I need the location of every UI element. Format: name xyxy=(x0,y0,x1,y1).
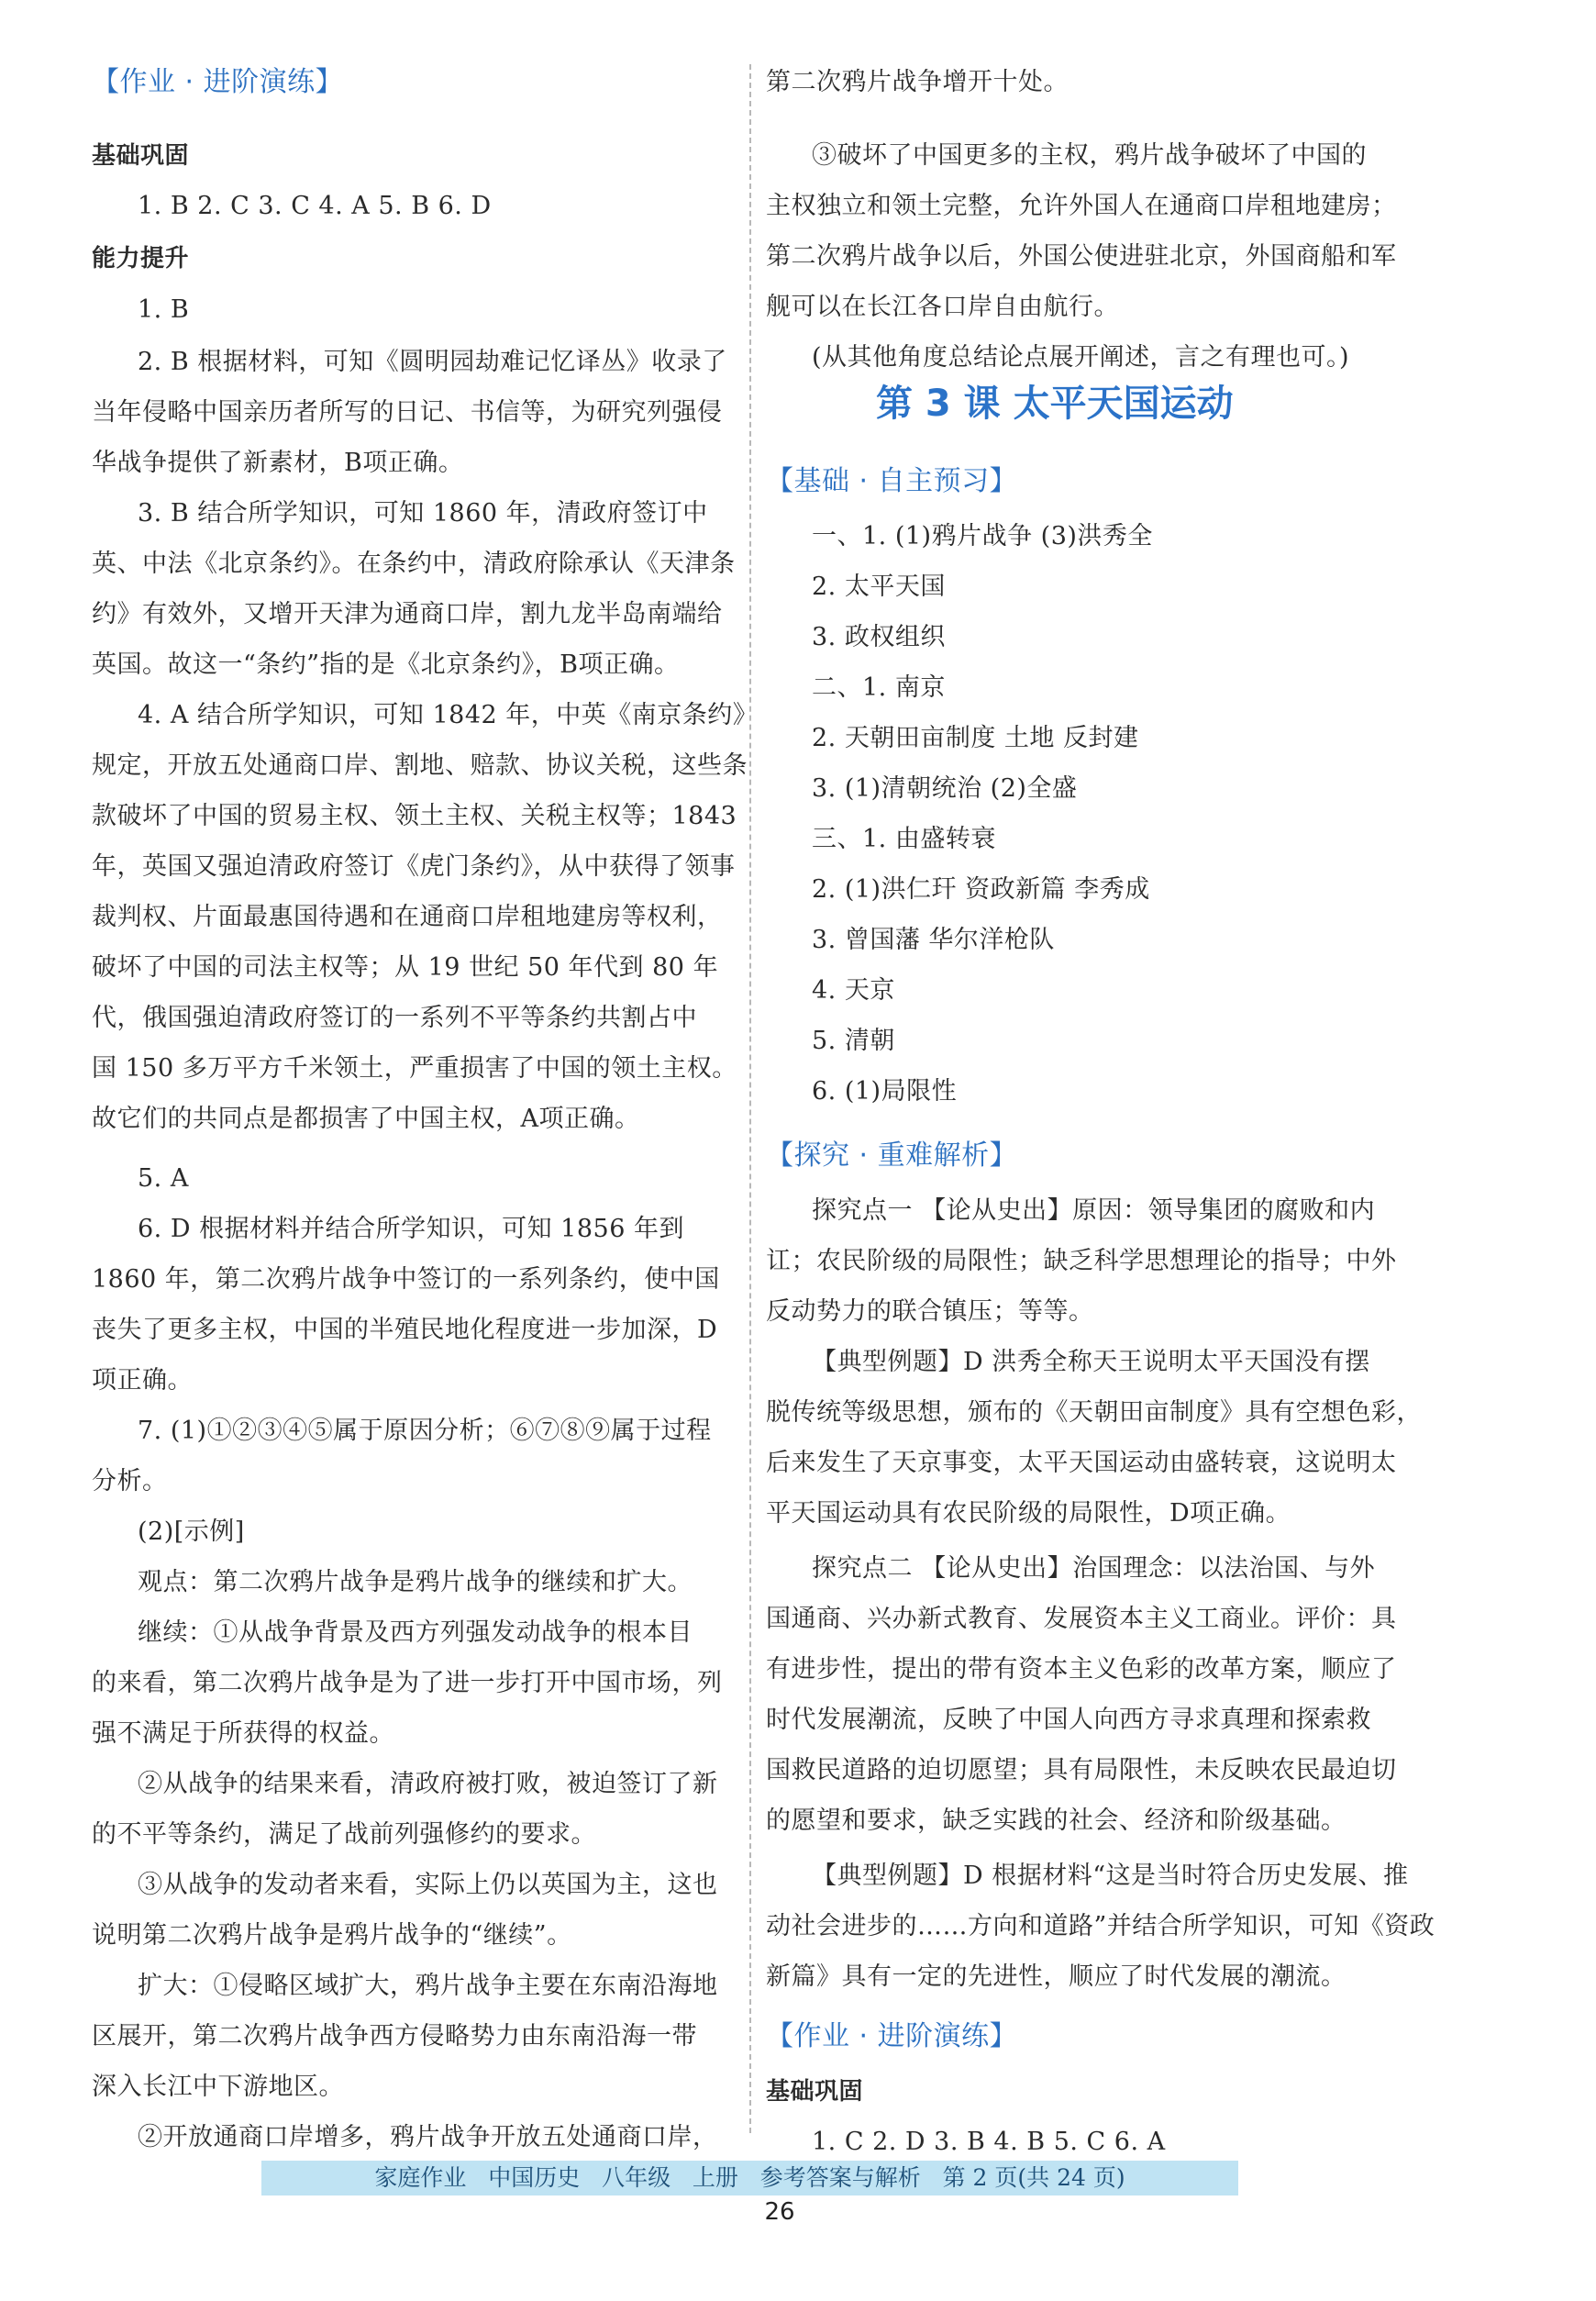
page-number: 26 xyxy=(764,2198,795,2226)
text-line: 强不满足于所获得的权益。 xyxy=(92,1719,394,1748)
text-line: 脱传统等级思想，颁布的《天朝田亩制度》具有空想色彩， xyxy=(766,1398,1422,1427)
text-line: 国通商、兴办新式教育、发展资本主义工商业。评价：具 xyxy=(766,1605,1397,1633)
subsection-heading: 基础巩固 xyxy=(766,2078,864,2106)
subsection-heading: 基础巩固 xyxy=(92,142,190,170)
text-line: 区展开，第二次鸦片战争西方侵略势力由东南沿海一带 xyxy=(92,2022,697,2051)
lesson-title: 第 3 课 太平天国运动 xyxy=(876,383,1234,425)
text-line: 1. B 2. C 3. C 4. A 5. B 6. D xyxy=(138,192,492,220)
text-line: 【典型例题】D 洪秀全称天王说明太平天国没有摆 xyxy=(812,1348,1370,1376)
text-line: 说明第二次鸦片战争是鸦片战争的“继续”。 xyxy=(92,1921,572,1950)
text-line: (2)[示例] xyxy=(138,1517,245,1546)
text-line: 舰可以在长江各口岸自由航行。 xyxy=(766,293,1119,321)
text-line: ③从战争的发动者来看，实际上仍以英国为主，这也 xyxy=(138,1871,718,1899)
text-line: 项正确。 xyxy=(92,1366,193,1395)
text-line: 【典型例题】D 根据材料“这是当时符合历史发展、推 xyxy=(812,1862,1409,1890)
text-line: 代，俄国强迫清政府签订的一系列不平等条约共割占中 xyxy=(92,1004,697,1032)
column-divider xyxy=(749,64,751,2133)
text-line: 动社会进步的……方向和道路”并结合所学知识，可知《资政 xyxy=(766,1912,1435,1940)
section-heading: 【作业 · 进阶演练】 xyxy=(92,66,344,98)
text-line: 的来看，第二次鸦片战争是为了进一步打开中国市场，列 xyxy=(92,1669,723,1697)
text-line: ③破坏了中国更多的主权，鸦片战争破坏了中国的 xyxy=(812,141,1367,170)
text-line: 探究点二 【论从史出】治国理念：以法治国、与外 xyxy=(812,1554,1376,1583)
text-line: 的愿望和要求，缺乏实践的社会、经济和阶级基础。 xyxy=(766,1806,1347,1835)
page-footer: 家庭作业 中国历史 八年级 上册 参考答案与解析 第 2 页(共 24 页) xyxy=(261,2161,1238,2195)
text-line: 故它们的共同点是都损害了中国主权，A项正确。 xyxy=(92,1105,640,1133)
text-line: 规定，开放五处通商口岸、割地、赔款、协议关税，这些条 xyxy=(92,751,748,780)
text-line: ②开放通商口岸增多，鸦片战争开放五处通商口岸， xyxy=(138,2123,718,2151)
text-line: 年，英国又强迫清政府签订《虎门条约》，从中获得了领事 xyxy=(92,852,736,881)
text-line: 款破坏了中国的贸易主权、领土主权、关税主权等；1843 xyxy=(92,802,737,830)
text-line: 扩大：①侵略区域扩大，鸦片战争主要在东南沿海地 xyxy=(138,1972,718,2000)
subsection-heading: 能力提升 xyxy=(92,245,190,272)
text-line: 反动势力的联合镇压；等等。 xyxy=(766,1297,1094,1326)
section-heading: 【基础 · 自主预习】 xyxy=(766,465,1018,497)
text-line: 6. (1)局限性 xyxy=(812,1077,958,1106)
text-line: 5. A xyxy=(138,1164,189,1193)
text-line: 探究点一 【论从史出】原因：领导集团的腐败和内 xyxy=(812,1196,1376,1225)
text-line: 讧；农民阶级的局限性；缺乏科学思想理论的指导；中外 xyxy=(766,1247,1397,1275)
text-line: ②从战争的结果来看，清政府被打败，被迫签订了新 xyxy=(138,1770,718,1798)
text-line: 新篇》具有一定的先进性，顺应了时代发展的潮流。 xyxy=(766,1962,1347,1991)
text-line: 的不平等条约，满足了战前列强修约的要求。 xyxy=(92,1820,596,1849)
text-line: 4. 天京 xyxy=(812,976,895,1005)
text-line: 一、1. (1)鸦片战争 (3)洪秀全 xyxy=(812,522,1153,550)
text-line: 英、中法《北京条约》。在条约中，清政府除承认《天津条 xyxy=(92,550,736,578)
text-line: (从其他角度总结论点展开阐述，言之有理也可。) xyxy=(812,343,1350,372)
text-line: 丧失了更多主权，中国的半殖民地化程度进一步加深，D xyxy=(92,1316,718,1344)
text-line: 当年侵略中国亲历者所写的日记、书信等，为研究列强侵 xyxy=(92,398,723,427)
text-line: 主权独立和领土完整，允许外国人在通商口岸租地建房； xyxy=(766,192,1397,220)
text-line: 2. 天朝田亩制度 土地 反封建 xyxy=(812,724,1139,752)
section-heading: 【探究 · 重难解析】 xyxy=(766,1139,1018,1172)
text-line: 3. B 结合所学知识，可知 1860 年，清政府签订中 xyxy=(138,499,708,528)
text-line: 华战争提供了新素材，B项正确。 xyxy=(92,449,464,477)
text-line: 第二次鸦片战争增开十处。 xyxy=(766,68,1069,96)
text-line: 英国。故这一“条约”指的是《北京条约》，B项正确。 xyxy=(92,650,680,679)
text-line: 平天国运动具有农民阶级的局限性，D项正确。 xyxy=(766,1499,1291,1528)
text-line: 2. (1)洪仁玕 资政新篇 李秀成 xyxy=(812,875,1150,904)
text-line: 二、1. 南京 xyxy=(812,673,946,702)
text-line: 时代发展潮流，反映了中国人向西方寻求真理和探索救 xyxy=(766,1706,1371,1734)
text-line: 分析。 xyxy=(92,1467,168,1495)
text-line: 1. B xyxy=(138,295,190,324)
text-line: 3. 曾国藩 华尔洋枪队 xyxy=(812,926,1055,954)
text-line: 3. 政权组织 xyxy=(812,623,946,651)
text-line: 7. (1)①②③④⑤属于原因分析；⑥⑦⑧⑨属于过程 xyxy=(138,1417,712,1445)
text-line: 国救民道路的迫切愿望；具有局限性，未反映农民最迫切 xyxy=(766,1756,1397,1784)
text-line: 继续：①从战争背景及西方列强发动战争的根本目 xyxy=(138,1618,693,1647)
text-line: 约》有效外，又增开天津为通商口岸，割九龙半岛南端给 xyxy=(92,600,723,628)
text-line: 有进步性，提出的带有资本主义色彩的改革方案，顺应了 xyxy=(766,1655,1397,1684)
text-line: 2. B 根据材料，可知《圆明园劫难记忆译丛》收录了 xyxy=(138,348,727,376)
text-line: 三、1. 由盛转衰 xyxy=(812,825,996,853)
text-line: 国 150 多万平方千米领土，严重损害了中国的领土主权。 xyxy=(92,1054,737,1083)
text-line: 破坏了中国的司法主权等；从 19 世纪 50 年代到 80 年 xyxy=(92,953,719,982)
text-line: 后来发生了天京事变，太平天国运动由盛转衰，这说明太 xyxy=(766,1449,1397,1477)
text-line: 1860 年，第二次鸦片战争中签订的一系列条约，使中国 xyxy=(92,1265,720,1294)
text-line: 2. 太平天国 xyxy=(812,572,946,601)
text-line: 裁判权、片面最惠国待遇和在通商口岸租地建房等权利， xyxy=(92,903,723,931)
section-heading: 【作业 · 进阶演练】 xyxy=(766,2020,1018,2052)
text-line: 6. D 根据材料并结合所学知识，可知 1856 年到 xyxy=(138,1215,684,1243)
text-line: 1. C 2. D 3. B 4. B 5. C 6. A xyxy=(812,2128,1166,2156)
text-line: 深入长江中下游地区。 xyxy=(92,2073,344,2101)
text-line: 第二次鸦片战争以后，外国公使进驻北京，外国商船和军 xyxy=(766,242,1397,271)
text-line: 5. 清朝 xyxy=(812,1027,895,1055)
text-line: 4. A 结合所学知识，可知 1842 年，中英《南京条约》 xyxy=(138,701,759,729)
text-line: 3. (1)清朝统治 (2)全盛 xyxy=(812,774,1078,803)
text-line: 观点：第二次鸦片战争是鸦片战争的继续和扩大。 xyxy=(138,1568,693,1596)
